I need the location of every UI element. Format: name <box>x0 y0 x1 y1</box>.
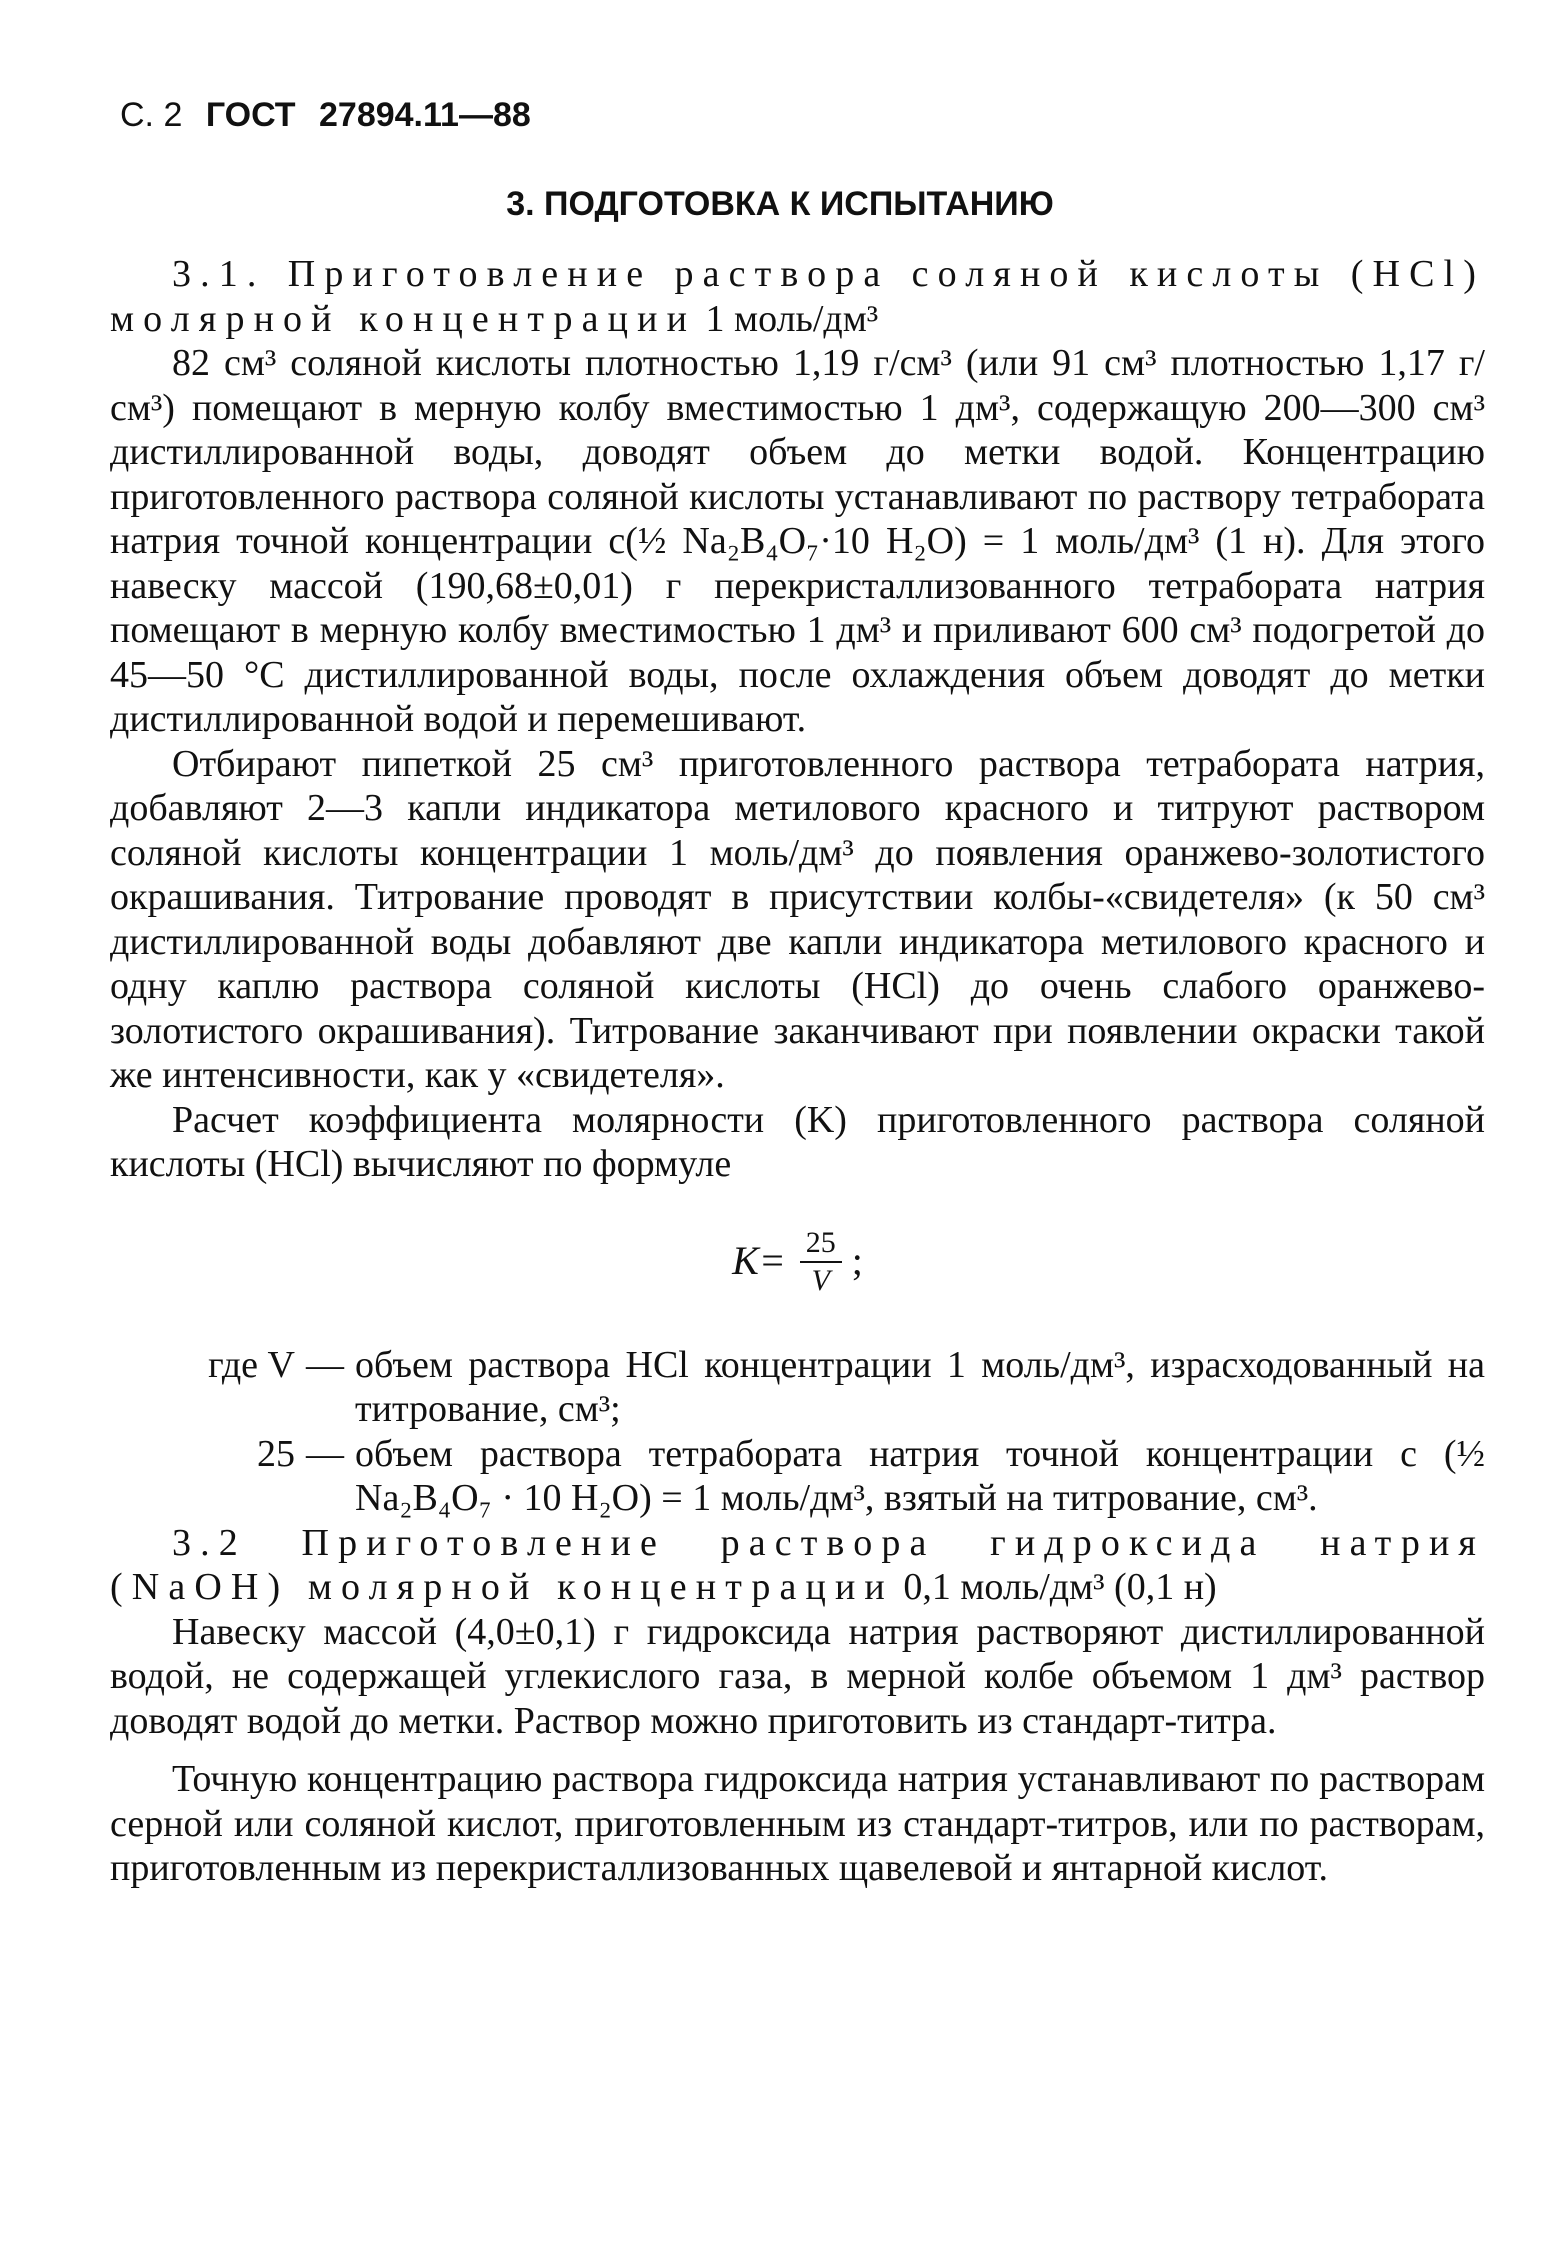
legend-desc: объем раствора HCl концентрации 1 моль/дм³, израсходованный на титрование, см³; <box>355 1343 1485 1430</box>
formula-fraction <box>800 1225 842 1299</box>
formula-denominator: V <box>811 1263 830 1297</box>
subsection-3-2-heading <box>110 1521 1485 1610</box>
formula-punct: ; <box>851 1238 863 1284</box>
paragraph-3-2-preparation: Навеску массой (4,0±0,1) г гидроксида натрия растворяют дистиллированной водой, не содержащей углекислого газа, в мерной колбе объемом 1 дм³ раствор доводят водой до метки. Раствор можно приготовить из стандарт-титра. <box>110 1610 1485 1742</box>
subsection-3-1-heading <box>110 252 1485 341</box>
document-body <box>110 252 1485 1891</box>
paragraph-3-2-standardization: Точную концентрацию раствора гидроксида натрия устанавливают по растворам серной или соляной кислот, приготовленным из стандарт-титров, или по растворам, приготовленным из перекристаллизованных щавелевой и янтарной кислот. <box>110 1758 1485 1889</box>
paragraph-3-1-titration: Отбирают пипеткой 25 см³ приготовленного раствора тетрабората натрия, добавляют 2—3 капли индикатора метилового красного и титруют раствором соляной кислоты концентрации 1 моль/дм³ до появления оранжево-золотистого окрашивания. Титрование проводят в присутствии колбы-«свидетеля» (к 50 см³ дистиллированной воды добавляют две капли индикатора метилового красного и одну каплю раствора соляной кислоты (HCl) до очень слабого оранжево-золотистого окрашивания). Титрование заканчивают при появлении окраски такой же интенсивности, как у «свидетеля». <box>110 742 1485 1096</box>
formula-k <box>110 1187 1485 1337</box>
legend-desc: объем раствора тетрабората натрия точной концентрации c (½ Na₂B₄O₇ · 10 H₂O) = 1 моль/дм³, взятый на титрование, см³. <box>355 1432 1485 1519</box>
legend-dash: — <box>306 1432 344 1475</box>
subsection-3-1-heading-conc: 1 моль/дм³ <box>705 297 879 340</box>
legend-row-25 <box>110 1432 1485 1521</box>
page-header <box>120 96 545 135</box>
formula-lhs: K= <box>732 1238 786 1284</box>
subsection-3-1-heading-text: 3.1. Приготовление раствора соляной кислоты (HCl) молярной концентрации <box>110 253 1485 340</box>
paragraph-3-1-calculation: Расчет коэффициента молярности (K) приготовленного раствора соляной кислоты (HCl) вычисляют по формуле <box>110 1098 1485 1185</box>
standard-number: 27894.11—88 <box>319 96 531 134</box>
page-number: С. 2 <box>120 96 183 134</box>
section-title: 3. ПОДГОТОВКА К ИСПЫТАНИЮ <box>506 185 1054 223</box>
paragraph-gap <box>110 1743 1485 1757</box>
legend-term: где V <box>208 1343 295 1386</box>
legend-term: 25 <box>257 1432 295 1475</box>
subsection-3-2-heading-text: 3.2 Приготовление раствора гидроксида натрия (NaOH) молярной концентрации <box>110 1521 1485 1608</box>
standard-label: ГОСТ <box>205 96 296 134</box>
formula-legend <box>110 1343 1485 1521</box>
legend-row-v <box>110 1343 1485 1432</box>
legend-dash: — <box>306 1343 344 1386</box>
paragraph-3-1-preparation: 82 см³ соляной кислоты плотностью 1,19 г/см³ (или 91 см³ плотностью 1,17 г/см³) помещают в мерную колбу вместимостью 1 дм³, содержащую 200—300 см³ дистиллированной воды, доводят объем до метки водой. Концентрацию приготовленного раствора соляной кислоты устанавливают по раствору тетрабората натрия точной концентрации c(½ Na₂B₄O₇·10 H₂O) = 1 моль/дм³ (1 н). Для этого навеску массой (190,68±0,01) г перекристаллизованного тетрабората натрия помещают в мерную колбу вместимостью 1 дм³ и приливают 600 см³ подогретой до 45—50 °С дистиллированной воды, после охлаждения объем доводят до метки дистиллированной водой и перемешивают. <box>110 342 1485 740</box>
subsection-3-2-heading-conc: 0,1 моль/дм³ (0,1 н) <box>903 1566 1217 1608</box>
formula-numerator: 25 <box>800 1225 842 1263</box>
